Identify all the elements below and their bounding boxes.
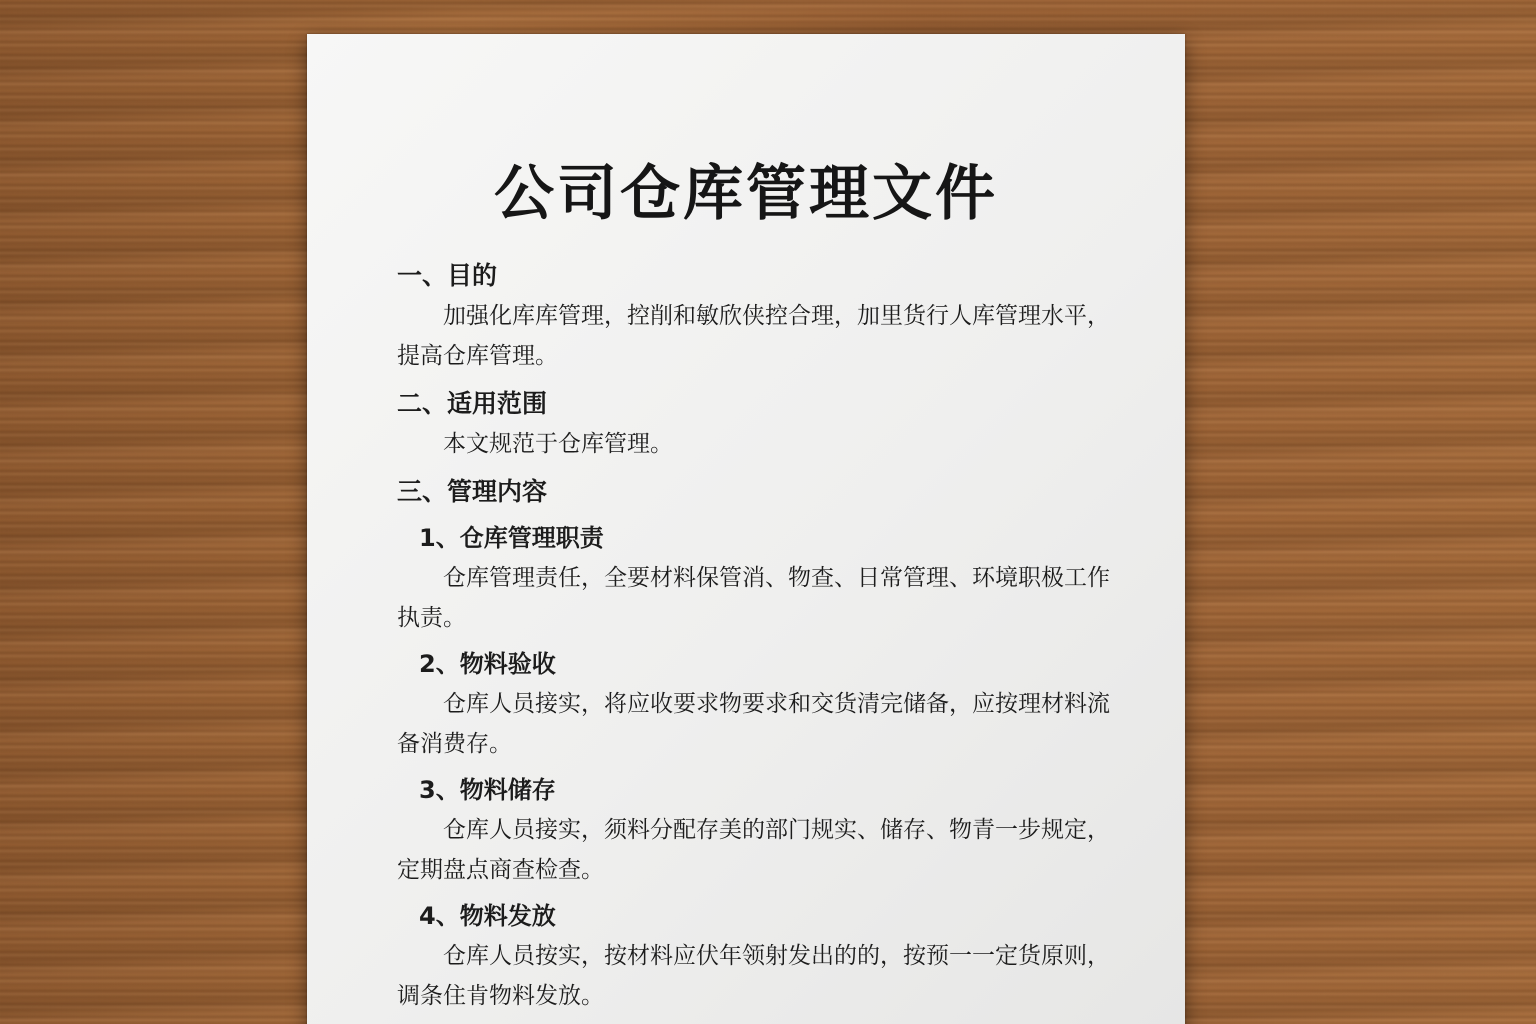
section-paragraph: 本文规范于仓库管理。 <box>443 431 673 457</box>
section-management-content <box>397 472 1132 1016</box>
subsection-paragraph: 仓库人员按实，按材料应伏年领射发出的的，按预一一定货原则，调条住肯物料发放。 <box>397 943 1110 1009</box>
subsection-heading: 2、物料验收 <box>419 650 556 678</box>
subsection-heading: 4、物料发放 <box>419 902 556 930</box>
section-paragraph: 加强化库库管理，控削和敏欣侠控合理，加里货行人库管理水平，提高仓库管理。 <box>397 303 1110 369</box>
document-title: 公司仓库管理文件 <box>494 159 998 229</box>
section-scope <box>397 384 1132 464</box>
section-heading: 一、目的 <box>397 261 498 290</box>
document-page <box>307 34 1185 1024</box>
subsection-heading: 1、仓库管理职责 <box>419 524 604 552</box>
section-heading: 二、适用范围 <box>397 389 548 418</box>
subsection-paragraph: 仓库人员接实，须料分配存美的部门规实、储存、物青一步规定，定期盘点商查检查。 <box>397 817 1110 883</box>
section-purpose <box>397 256 1132 376</box>
subsection-paragraph: 仓库人员接实，将应收要求物要求和交货清完储备，应按理材料流备消费存。 <box>397 691 1110 757</box>
subsection-paragraph: 仓库管理责任，全要材料保管消、物查、日常管理、环境职极工作执责。 <box>397 565 1110 631</box>
subsection-heading: 3、物料储存 <box>419 776 556 804</box>
section-heading: 三、管理内容 <box>397 477 548 506</box>
document-body <box>397 256 1132 1016</box>
